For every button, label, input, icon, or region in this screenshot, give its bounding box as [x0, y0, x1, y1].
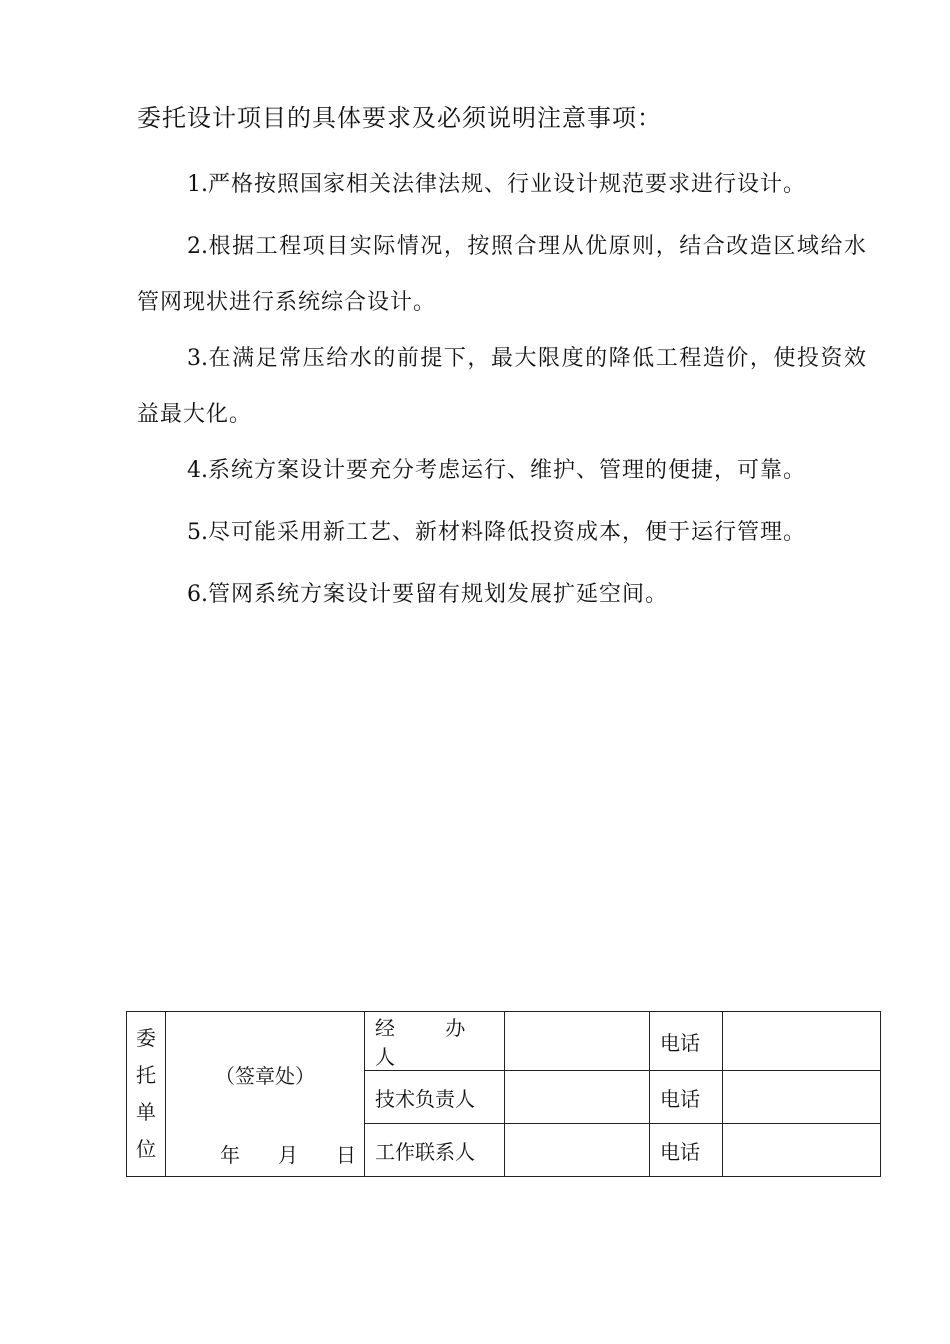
page-title: 委托设计项目的具体要求及必须说明注意事项：: [137, 104, 662, 132]
requirement-number: 4.: [187, 458, 208, 483]
contact-name-field[interactable]: [505, 1124, 650, 1177]
stamp-area: [166, 1012, 365, 1177]
handler-phone-field[interactable]: [723, 1012, 881, 1071]
requirement-text: 在满足常压给水的前提下，最大限度的降低工程造价，使投资效益最大化。: [137, 346, 867, 427]
requirement-item-1: [137, 157, 867, 213]
table-row: [127, 1012, 881, 1071]
handler-name-field[interactable]: [505, 1012, 650, 1071]
date-year-label: 年: [220, 1143, 240, 1167]
phone-label: 电话: [650, 1124, 723, 1177]
phone-label: 电话: [650, 1012, 723, 1071]
contact-phone-field[interactable]: [723, 1124, 881, 1177]
role-text: 经 办 人: [375, 1016, 488, 1069]
role-label-technical-lead: 技术负责人: [365, 1071, 505, 1124]
requirement-text: 严格按照国家相关法律法规、行业设计规范要求进行设计。: [208, 172, 807, 197]
requirement-item-4: [137, 443, 867, 499]
stamp-label: （签章处）: [215, 1064, 315, 1088]
role-label-contact: 工作联系人: [365, 1124, 505, 1177]
requirement-item-6: [137, 567, 867, 623]
requirement-number: 3.: [187, 346, 208, 371]
requirement-number: 6.: [187, 582, 208, 607]
entrusting-unit-label: [127, 1012, 166, 1177]
date-day-label: 日: [336, 1143, 356, 1167]
requirement-item-5: [137, 505, 867, 561]
unit-label-char: 位: [136, 1137, 156, 1161]
phone-label: 电话: [650, 1071, 723, 1124]
date-month-label: 月: [278, 1143, 298, 1167]
date-line: [220, 1139, 356, 1168]
technical-lead-name-field[interactable]: [505, 1071, 650, 1124]
requirement-text: 尽可能采用新工艺、新材料降低投资成本，便于运行管理。: [208, 520, 807, 545]
signature-table: [126, 1011, 881, 1177]
requirement-text: 系统方案设计要充分考虑运行、维护、管理的便捷，可靠。: [208, 458, 807, 483]
requirement-text: 根据工程项目实际情况，按照合理从优原则，结合改造区域给水管网现状进行系统综合设计。: [137, 234, 867, 315]
requirement-item-2: [137, 219, 867, 331]
unit-label-char: 单: [136, 1100, 156, 1124]
requirement-number: 1.: [187, 172, 208, 197]
requirement-item-3: [137, 331, 867, 443]
requirement-number: 5.: [187, 520, 208, 545]
requirement-text: 管网系统方案设计要留有规划发展扩延空间。: [208, 582, 669, 607]
unit-label-char: 托: [136, 1063, 156, 1087]
requirement-number: 2.: [187, 234, 208, 259]
technical-lead-phone-field[interactable]: [723, 1071, 881, 1124]
role-label-handler: [365, 1012, 505, 1071]
unit-label-char: 委: [136, 1026, 156, 1050]
